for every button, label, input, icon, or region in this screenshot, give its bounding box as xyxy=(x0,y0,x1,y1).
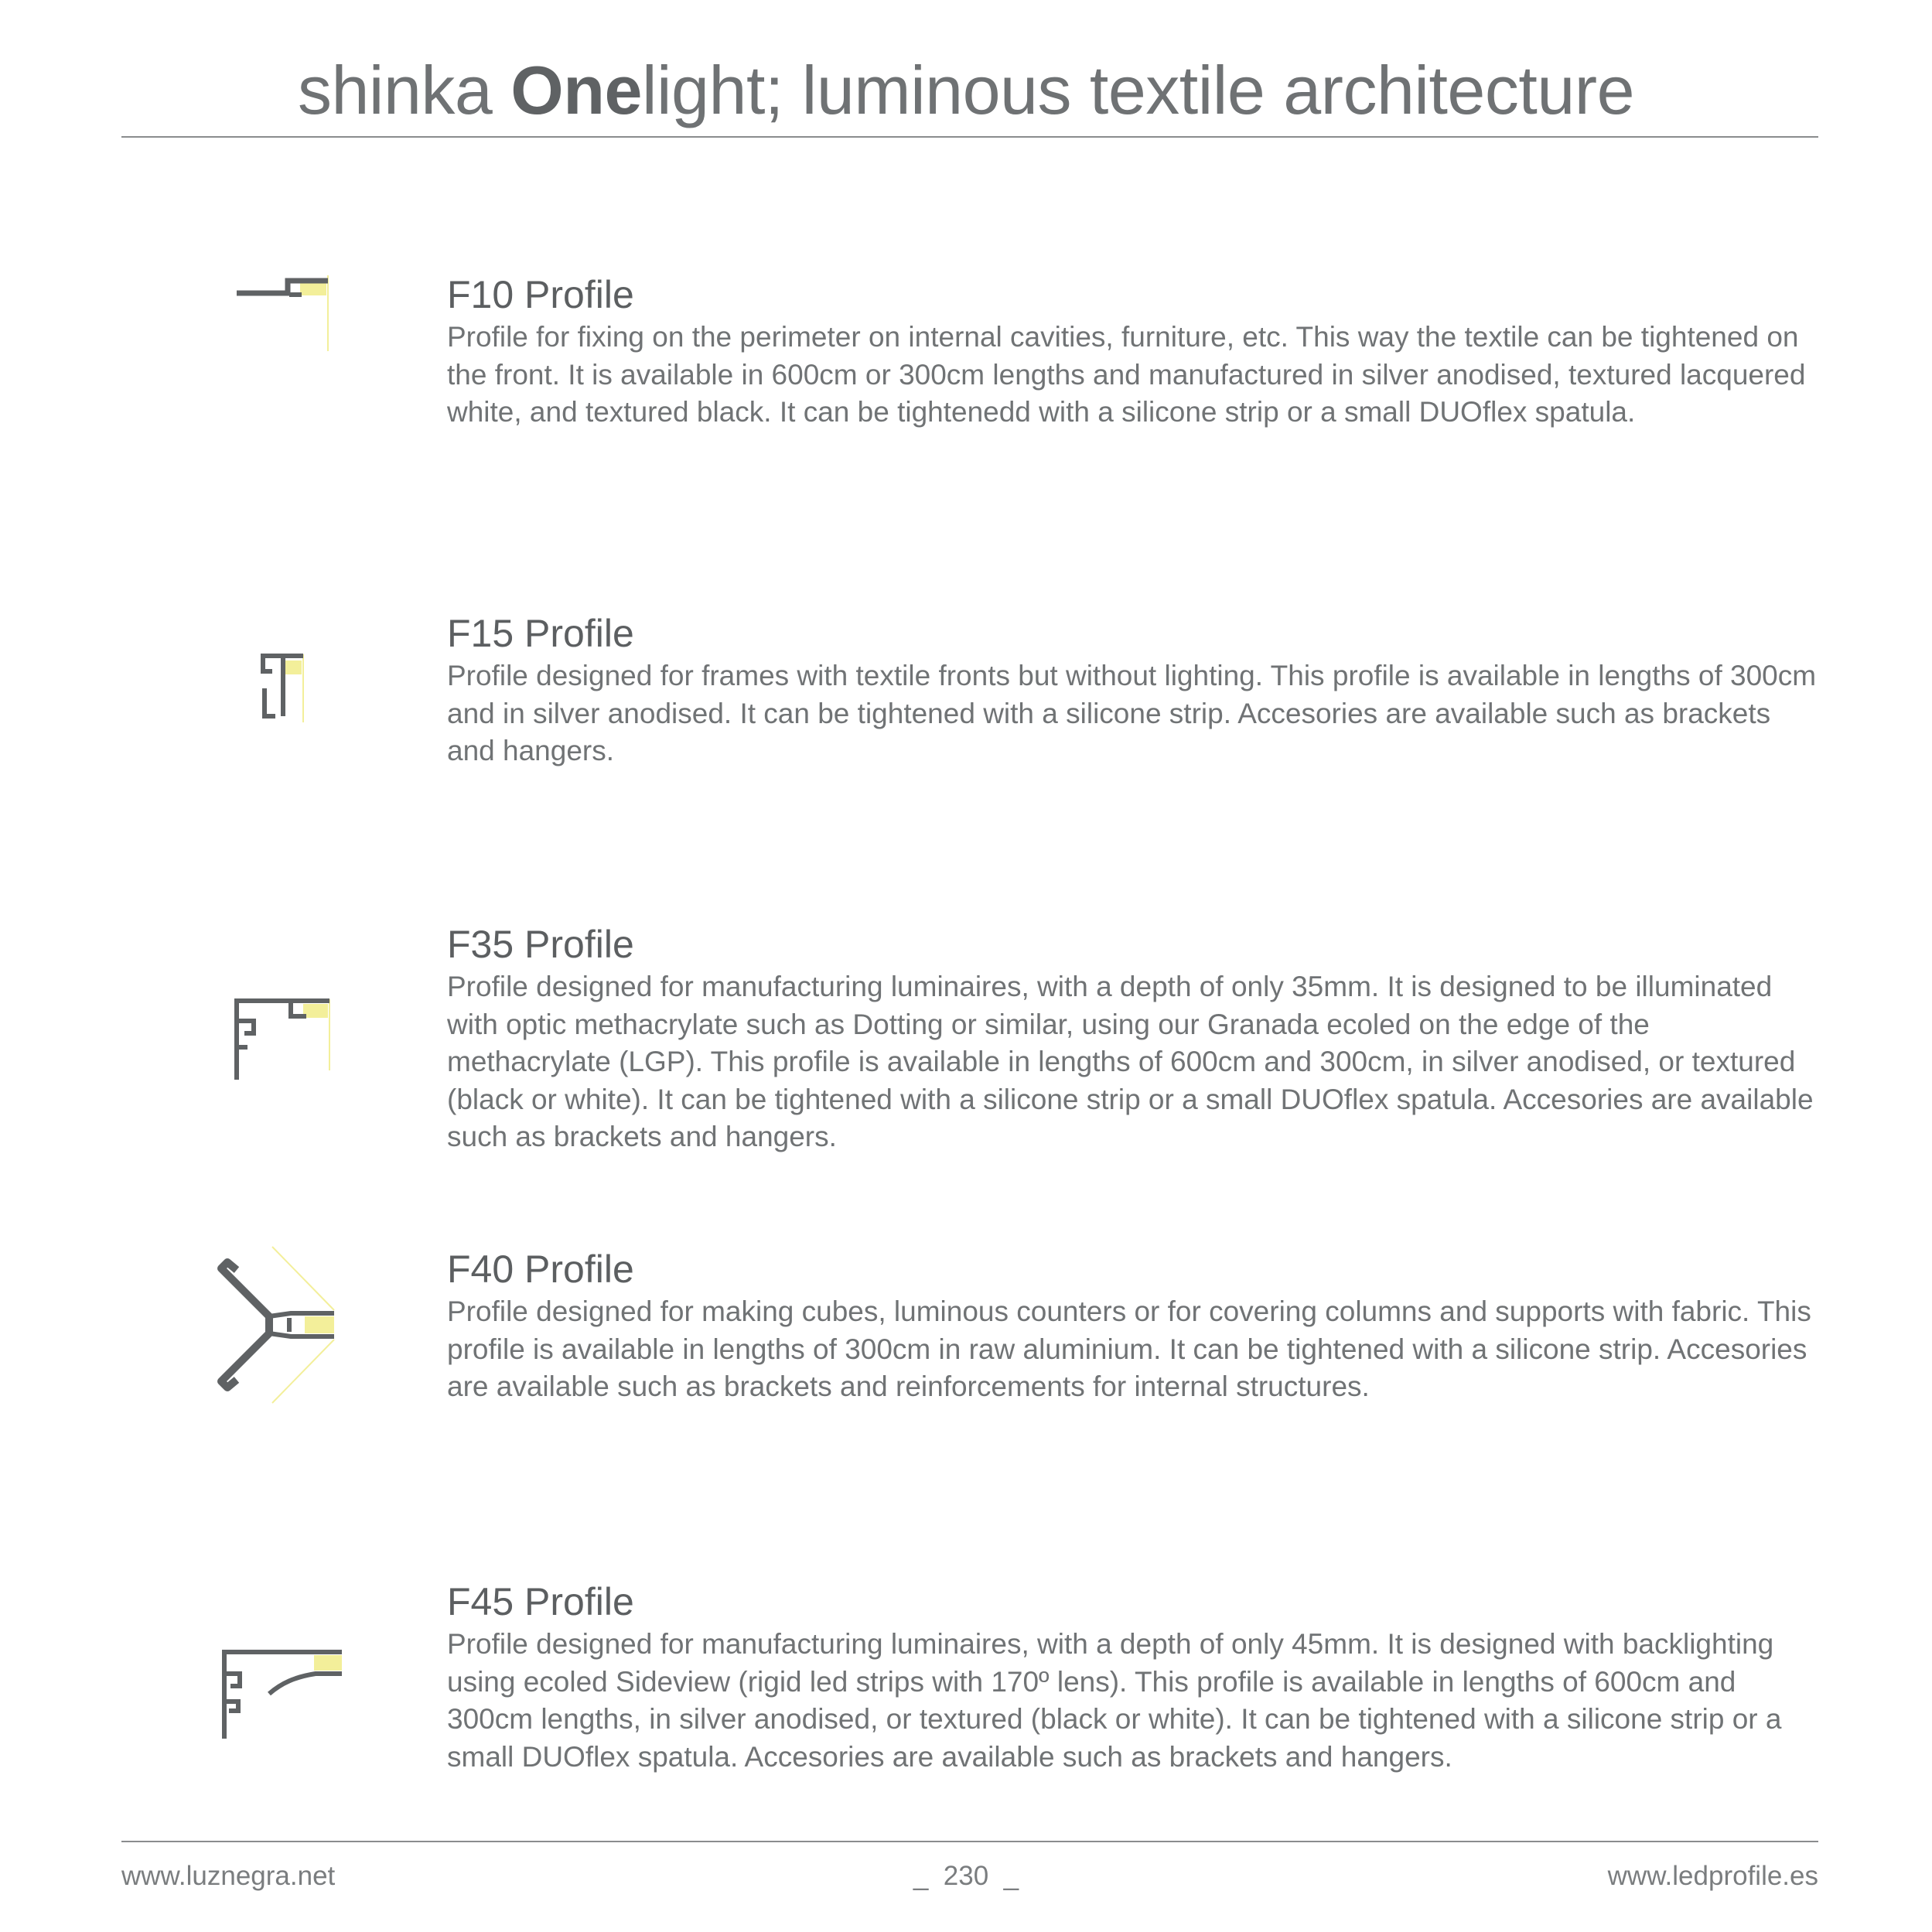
f35-profile-description: Profile designed for manufacturing luminaires, with a depth of only 35mm. It is designed to be illuminated with optic methacrylate such as Dotting or similar, using our Granada ecoled on the edge of the methacrylate (LGP). This profile is available in lengths of 600cm and 300cm, in silver anodised, or textured (black or white). It can be tightened with a silicone strip or a small DUOflex spatula. Accesories are available such as brackets and hangers. xyxy=(447,971,1814,1152)
title-prefix: shinka xyxy=(297,52,511,128)
f40-profile-section xyxy=(447,1245,1818,1406)
f45-profile-section xyxy=(447,1578,1818,1776)
f15-profile-section-icon xyxy=(255,650,309,727)
f35-profile-title: F35 Profile xyxy=(447,923,634,966)
f40-profile-description: Profile designed for making cubes, luminous counters or for covering columns and supports with fabric. This profile is available in lengths of 300cm in raw aluminium. It can be tightened with a silicone strip. Accesories are available such as brackets and reinforcements for internal structures. xyxy=(447,1295,1811,1402)
f10-profile-title: F10 Profile xyxy=(447,273,634,316)
f40-profile-title: F40 Profile xyxy=(447,1248,634,1291)
footer-link-luznegra[interactable]: www.luznegra.net xyxy=(121,1861,336,1891)
header-divider xyxy=(121,136,1818,138)
f15-profile-description: Profile designed for frames with textile fronts but without lighting. This profile is available in lengths of 300cm and in silver anodised. It can be tightened with a silicone strip. Accesories are available such as brackets and hangers. xyxy=(447,660,1817,766)
f10-profile-section xyxy=(447,271,1818,432)
f10-profile-section-icon xyxy=(232,271,333,356)
f15-profile-section xyxy=(447,609,1818,770)
f35-profile-section-icon xyxy=(229,993,337,1086)
f40-profile-section-icon xyxy=(213,1244,345,1406)
f45-profile-description: Profile designed for manufacturing luminaires, with a depth of only 45mm. It is designed with backlighting using ecoled Sideview (rigid led strips with 170º lens). This profile is available in lengths of 600cm and 300cm lengths, in silver anodised, or textured (black or white). It can be tightened with a silicone strip or a small DUOflex spatula. Accesories are available such as brackets and hangers. xyxy=(447,1628,1782,1773)
footer-link-ledprofile[interactable]: www.ledprofile.es xyxy=(1607,1861,1818,1891)
footer-divider xyxy=(121,1841,1818,1842)
f15-profile-title: F15 Profile xyxy=(447,612,634,655)
f10-profile-description: Profile for fixing on the perimeter on internal cavities, furniture, etc. This way the textile can be tightened on the front. It is available in 600cm or 300cm lengths and manufactured in silver anodised, textured lacquered white, and textured black. It can be tightenedd with a silicone strip or a small DUOflex spatula. xyxy=(447,321,1806,428)
f45-profile-title: F45 Profile xyxy=(447,1580,634,1623)
title-bold: One xyxy=(510,52,642,128)
page-number: _ 230 _ xyxy=(913,1861,1019,1891)
f35-profile-section xyxy=(447,920,1818,1156)
f45-profile-section-icon xyxy=(218,1643,350,1743)
title-suffix: light; luminous textile architecture xyxy=(641,52,1635,128)
page-title xyxy=(0,48,1932,133)
